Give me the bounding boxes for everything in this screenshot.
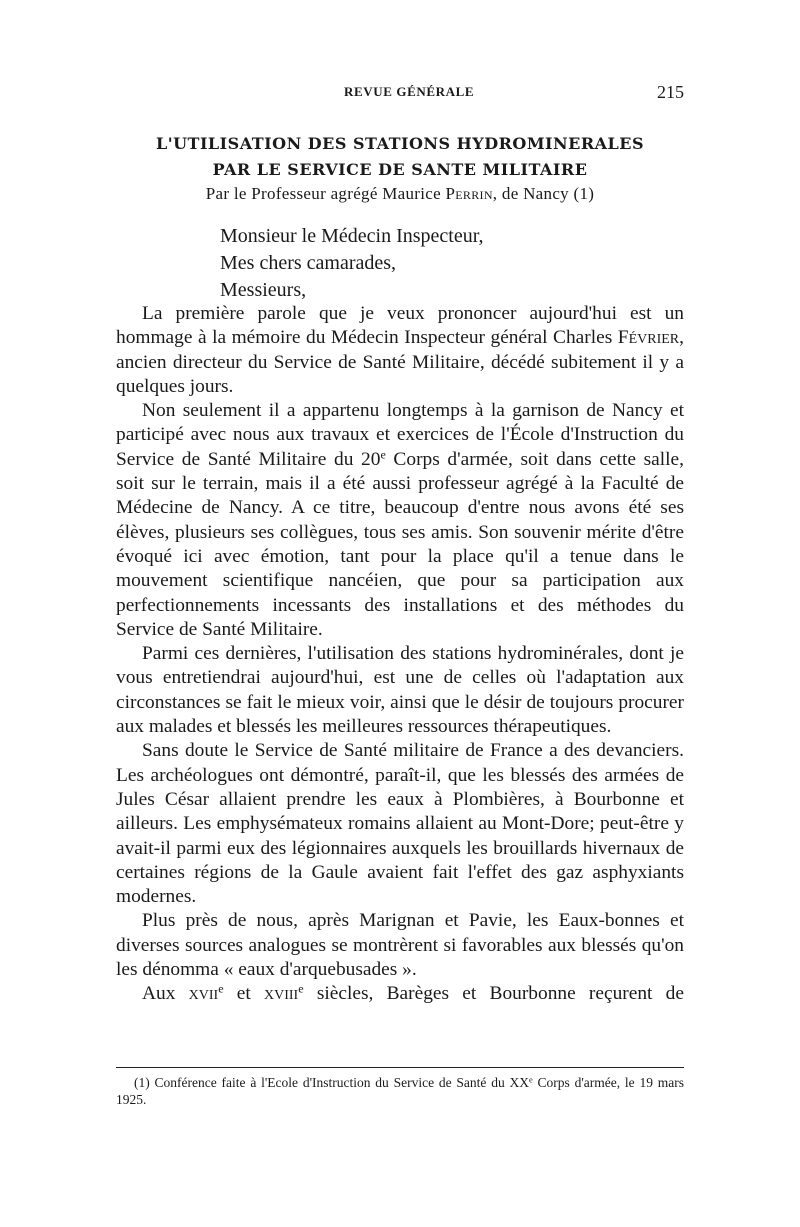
- paragraph-6-text-c: siècles, Barèges et Bourbonne reçurent de: [303, 983, 684, 1005]
- century-17-superscript: e: [218, 981, 224, 996]
- article-title-line-2: PAR LE SERVICE DE SANTE MILITAIRE: [212, 160, 588, 179]
- paragraph-1-text-b: , ancien directeur du Service de Santé Militaire, décédé subitement il y a quelques jours.: [116, 327, 684, 397]
- page-header: [0, 84, 800, 108]
- paragraph-2-text-b: Corps d'armée, soit dans cette salle, soit sur le terrain, mais il a été aussi professeur agrégé à la Faculté de Médecine de Nancy. A ce titre, beaucoup d'entre nous avons été ses élèves, plusieurs ses collègues, tous ses amis. Son souvenir mérite d'être évoqué ici avec émotion, tant pour la place qu'il a tenue dans le mouvement scientifique nancéien, que pour sa participation aux perfectionnements incessants des installations et des méthodes du Service de Santé Militaire.: [116, 448, 684, 640]
- paragraph-2-text-a: Non seulement il a appartenu longtemps à la garnison de Nancy et participé avec nous aux travaux et exercices de l'École d'Instruction du Service de Santé Militaire du 20: [116, 400, 684, 470]
- century-18-superscript: e: [298, 981, 304, 996]
- footnote-superscript: e: [529, 1075, 533, 1085]
- byline-prefix: Par le Professeur agrégé Maurice: [205, 184, 446, 203]
- paragraph-1: [116, 302, 684, 399]
- footnote-text-b: Corps d'armée, le 19 mars 1925.: [116, 1075, 684, 1107]
- footnote-rule: [116, 1067, 684, 1068]
- century-18: xviii: [264, 983, 299, 1005]
- paragraph-6-text-b: et: [223, 983, 265, 1005]
- paragraph-6: [116, 982, 684, 1006]
- salutation-line-1: Monsieur le Médecin Inspecteur,: [220, 225, 484, 247]
- paragraph-6-text-a: Aux: [142, 983, 189, 1005]
- paragraph-2-superscript: e: [380, 447, 386, 462]
- paragraph-2: [116, 399, 684, 642]
- paragraph-4: Sans doute le Service de Santé militaire de France a des devanciers. Les archéologues ont démontré, paraît-il, que les blessés des armées de Jules César allaient prendre les eaux à Plombières, à Bourbonne et ailleurs. Les emphysémateux romains allaient au Mont-Dore; peut-être y avait-il parmi eux des légionnaires auxquels les brouillards hivernaux de certaines régions de la Gaule avaient fait l'effet des gaz asphyxiants modernes.: [116, 740, 684, 908]
- author-name: Perrin: [445, 184, 493, 203]
- footnote-text-a: (1) Conférence faite à l'Ecole d'Instruction du Service de Santé du XX: [134, 1075, 530, 1090]
- page-number: 215: [657, 82, 684, 102]
- paragraph-5: Plus près de nous, après Marignan et Pavie, les Eaux-bonnes et diverses sources analogues se montrèrent si favorables aux blessés qu'on les dénomma « eaux d'arquebusades ».: [116, 910, 684, 981]
- paragraph-1-text-a: La première parole que je veux prononcer aujourd'hui est un hommage à la mémoire du Médecin Inspecteur général Charles: [116, 303, 684, 349]
- century-17: xvii: [188, 983, 219, 1005]
- footnote-text: [116, 1074, 684, 1108]
- salutation-line-3: Messieurs,: [220, 279, 307, 301]
- paragraph-3: Parmi ces dernières, l'utilisation des stations hydrominérales, dont je vous entretiendrai aujourd'hui, est une de celles où l'adaptation aux circonstances se fait le mieux voir, ainsi que le désir de toujours procurer aux malades et blessés les meilleures ressources thérapeutiques.: [116, 643, 684, 738]
- footnote: [116, 1074, 684, 1108]
- article-body: [116, 302, 684, 1007]
- running-title: REVUE GÉNÉRALE: [344, 84, 475, 99]
- byline-suffix: , de Nancy (1): [492, 184, 595, 203]
- salutation-line-2: Mes chers camarades,: [220, 252, 397, 274]
- person-name: Février: [617, 327, 680, 349]
- author-byline: [60, 184, 740, 204]
- article-title-line-1: L'UTILISATION DES STATIONS HYDROMINERALES: [155, 134, 645, 153]
